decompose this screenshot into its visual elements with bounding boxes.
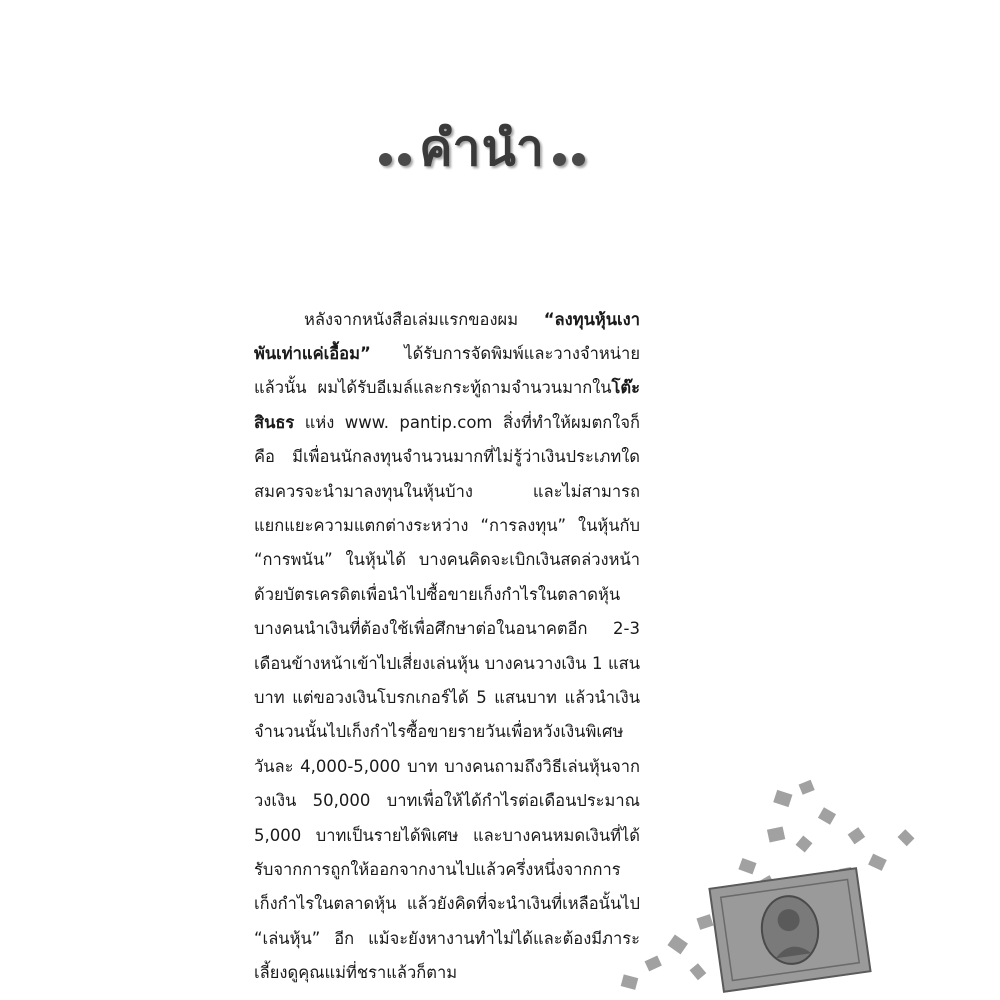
dot-icon: [553, 153, 566, 166]
dot-icon: [572, 153, 585, 166]
page-title: คำนำ: [419, 118, 545, 177]
book-title: “ลงทุนหุ้นเงา พันเท่าแค่เอื้อม”: [254, 309, 640, 363]
text-segment: ได้รับการจัดพิมพ์และวางจำหน่ายแล้วนั้น ผมได้รับอีเมล์และกระทู้ถามจำนวนมากใน: [254, 343, 640, 398]
money-collage-icon: [600, 770, 1000, 1000]
dot-icon: [398, 153, 411, 166]
text-segment: หลังจากหนังสือเล่มแรกของผม: [304, 309, 544, 329]
preface-heading: [372, 112, 592, 184]
left-dots-decoration: [379, 124, 411, 172]
preface-paragraph: [254, 303, 640, 991]
forum-name: โต๊ะสินธร: [254, 378, 640, 432]
text-segment: แห่ง www. pantip.com สิ่งที่ทำให้ผมตกใจก็คือ มีเพื่อนนักลงทุนจำนวนมากที่ไม่รู้ว่าเงินประเภทใดสมควรจะนำมาลงทุนในหุ้นบ้าง และไม่สามารถแยกแยะความแตกต่างระหว่าง “การลงทุน” ในหุ้นกับ “การพนัน” ในหุ้นได้ บางคนคิดจะเบิกเงินสดล่วงหน้าด้วยบัตรเครดิตเพื่อนำไปซื้อขายเก็งกำไรในตลาดหุ้น บางคนนำเงินที่ต้องใช้เพื่อศึกษาต่อในอนาคตอีก 2-3 เดือนข้างหน้าเข้าไปเสี่ยงเล่นหุ้น บางคนวางเงิน 1 แสนบาท แต่ขอวงเงินโบรกเกอร์ได้ 5 แสนบาท แล้วนำเงินจำนวนนั้นไปเก็งกำไรซื้อขายรายวันเพื่อหวังเงินพิเศษวันละ 4,000-5,000 บาท บางคนถามถึงวิธีเล่นหุ้นจากวงเงิน 50,000 บาทเพื่อให้ได้กำไรต่อเดือนประมาณ 5,000 บาทเป็นรายได้พิเศษ และบางคนหมดเงินที่ได้รับจากการถูกให้ออกจากงานไปแล้วครึ่งหนึ่งจากการเก็งกำไรในตลาดหุ้น แล้วยังคิดที่จะนำเงินที่เหลือนั้นไป “เล่นหุ้น” อีก แม้จะยังหางานทำไม่ได้และต้องมีภาระเลี้ยงดูคุณแม่ที่ชราแล้วก็ตาม: [254, 412, 640, 983]
right-dots-decoration: [553, 124, 585, 172]
dot-icon: [379, 153, 392, 166]
